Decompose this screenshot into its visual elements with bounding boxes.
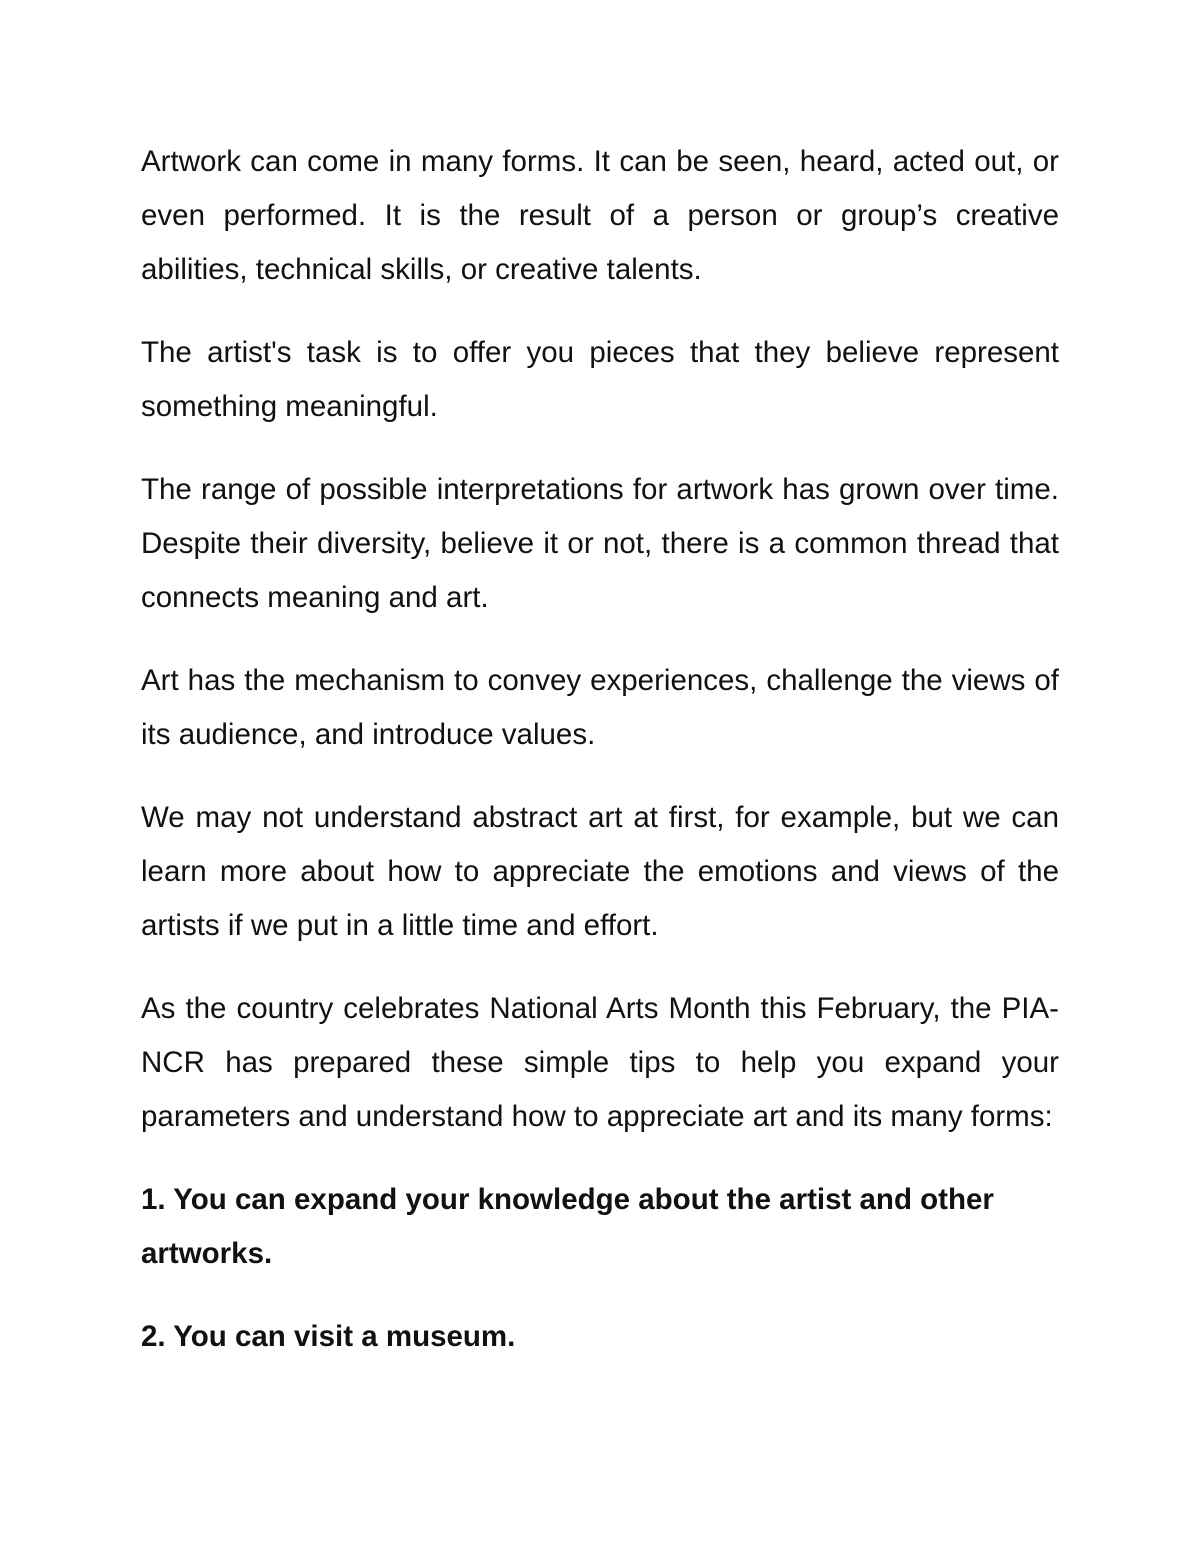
paragraph-national-arts-month: As the country celebrates National Arts Month this February, the PIA-NCR has prepared these simple tips to help you expand your parameters and understand how to appreciate art and its many forms:: [141, 992, 1059, 1133]
tip-expand-knowledge: 1. You can expand your knowledge about the artist and other artworks.: [141, 1183, 994, 1270]
paragraph-interpretations: The range of possible interpretations for artwork has grown over time. Despite their diversity, believe it or not, there is a common thread that connects meaning and art.: [141, 473, 1059, 614]
paragraph-mechanism: Art has the mechanism to convey experiences, challenge the views of its audience, and introduce values.: [141, 664, 1059, 751]
document-body: [141, 135, 1059, 1393]
paragraph-abstract-art: We may not understand abstract art at first, for example, but we can learn more about how to appreciate the emotions and views of the artists if we put in a little time and effort.: [141, 801, 1059, 942]
tip-visit-museum: 2. You can visit a museum.: [141, 1320, 516, 1353]
paragraph-artwork-forms: Artwork can come in many forms. It can be seen, heard, acted out, or even performed. It is the result of a person or group’s creative abilities, technical skills, or creative talents.: [141, 145, 1059, 286]
paragraph-artist-task: The artist's task is to offer you pieces that they believe represent something meaningful.: [141, 336, 1059, 423]
